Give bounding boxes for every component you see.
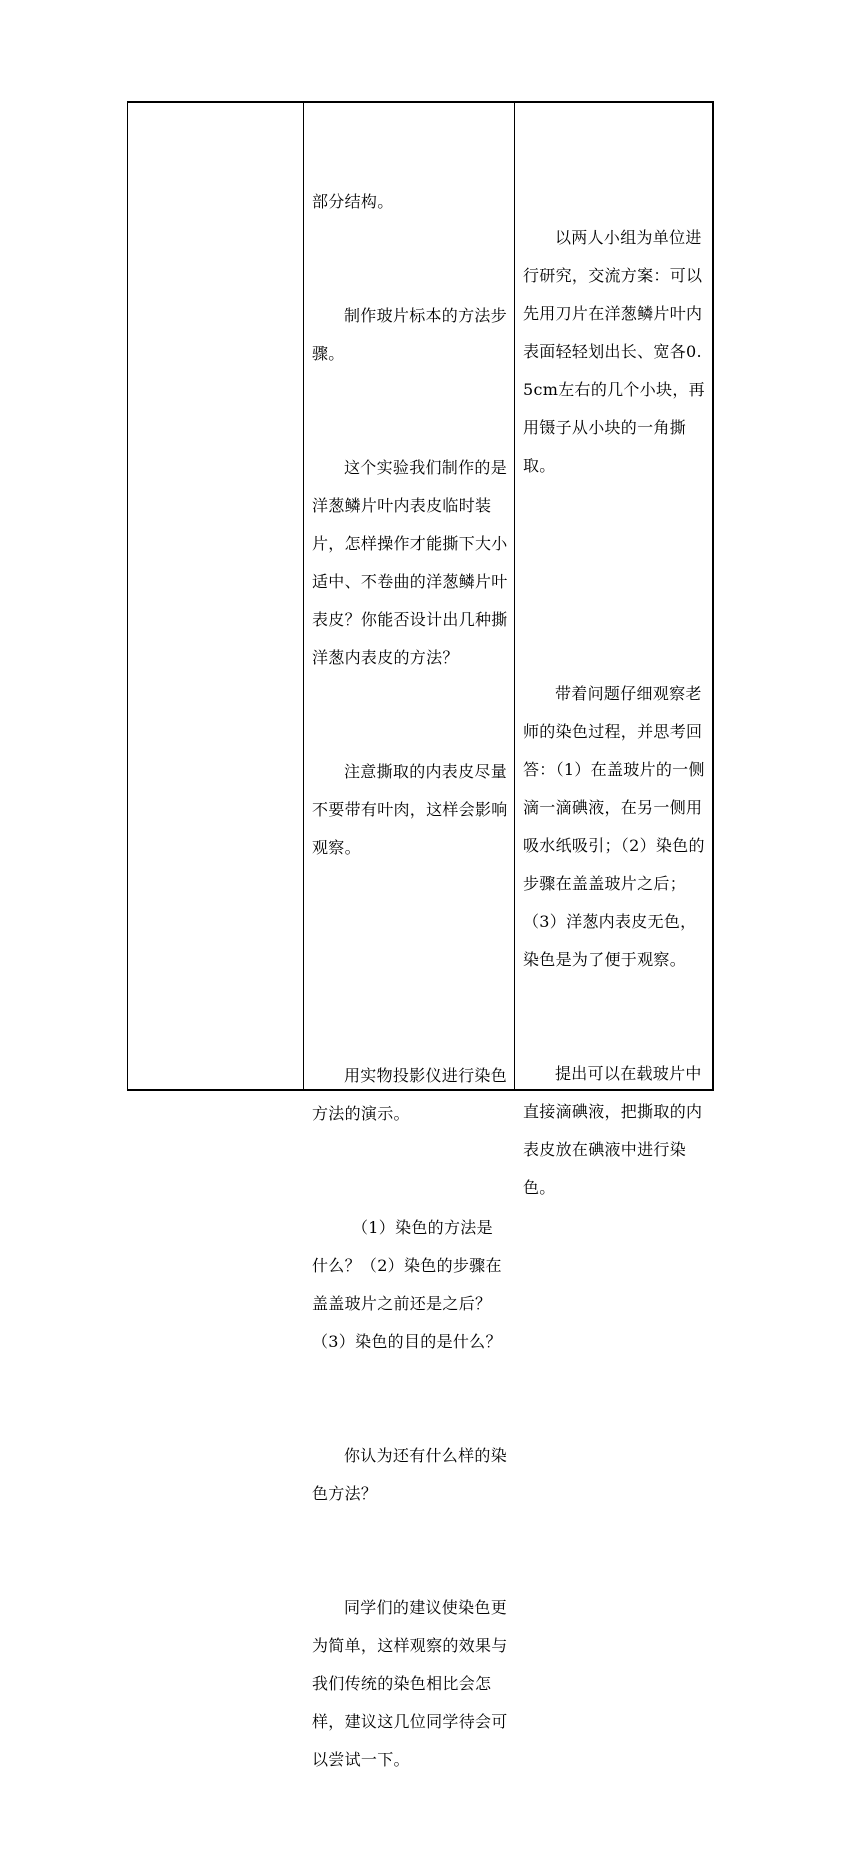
right-column-text [523,143,707,1283]
spacer [523,561,707,599]
right-paragraph-2: 带着问题仔细观察老师的染色过程，并思考回答：（1）在盖玻片的一侧滴一滴碘液，在另一侧用吸水纸吸引；（2）染色的步骤在盖盖玻片之后；（3）洋葱内表皮无色，染色是为了便于观察。 [523,684,705,969]
middle-paragraph-6: （1）染色的方法是什么？（2）染色的步骤在盖盖玻片之前还是之后？（3）染色的目的是什么？ [312,1218,502,1351]
middle-paragraph-5: 用实物投影仪进行染色方法的演示。 [312,1066,508,1123]
middle-paragraph-8: 同学们的建议使染色更为简单，这样观察的效果与我们传统的染色相比会怎样，建议这几位同学待会可以尝试一下。 [312,1598,508,1769]
middle-paragraph-1: 部分结构。 [312,192,394,211]
middle-paragraph-2: 制作玻片标本的方法步骤。 [312,306,508,363]
middle-paragraph-7: 你认为还有什么样的染色方法？ [312,1446,508,1503]
middle-column-text [312,107,508,1855]
right-paragraph-3: 提出可以在载玻片中直接滴碘液，把撕取的内表皮放在碘液中进行染色。 [523,1064,703,1197]
right-paragraph-1: 以两人小组为单位进行研究，交流方案：可以先用刀片在洋葱鳞片叶内表面轻轻划出长、宽各0.5cm左右的几个小块，再用镊子从小块的一角撕取。 [523,228,705,475]
lesson-table [127,101,714,1769]
middle-column-cell [304,103,515,1769]
middle-paragraph-4: 注意撕取的内表皮尽量不要带有叶肉，这样会影响观察。 [312,762,508,857]
spacer [312,943,508,981]
left-column-cell [128,103,304,1089]
middle-paragraph-3: 这个实验我们制作的是洋葱鳞片叶内表皮临时装片，怎样操作才能撕下大小适中、不卷曲的洋葱鳞片叶表皮？你能否设计出几种撕洋葱内表皮的方法？ [312,458,508,667]
right-column-cell [515,103,713,1197]
